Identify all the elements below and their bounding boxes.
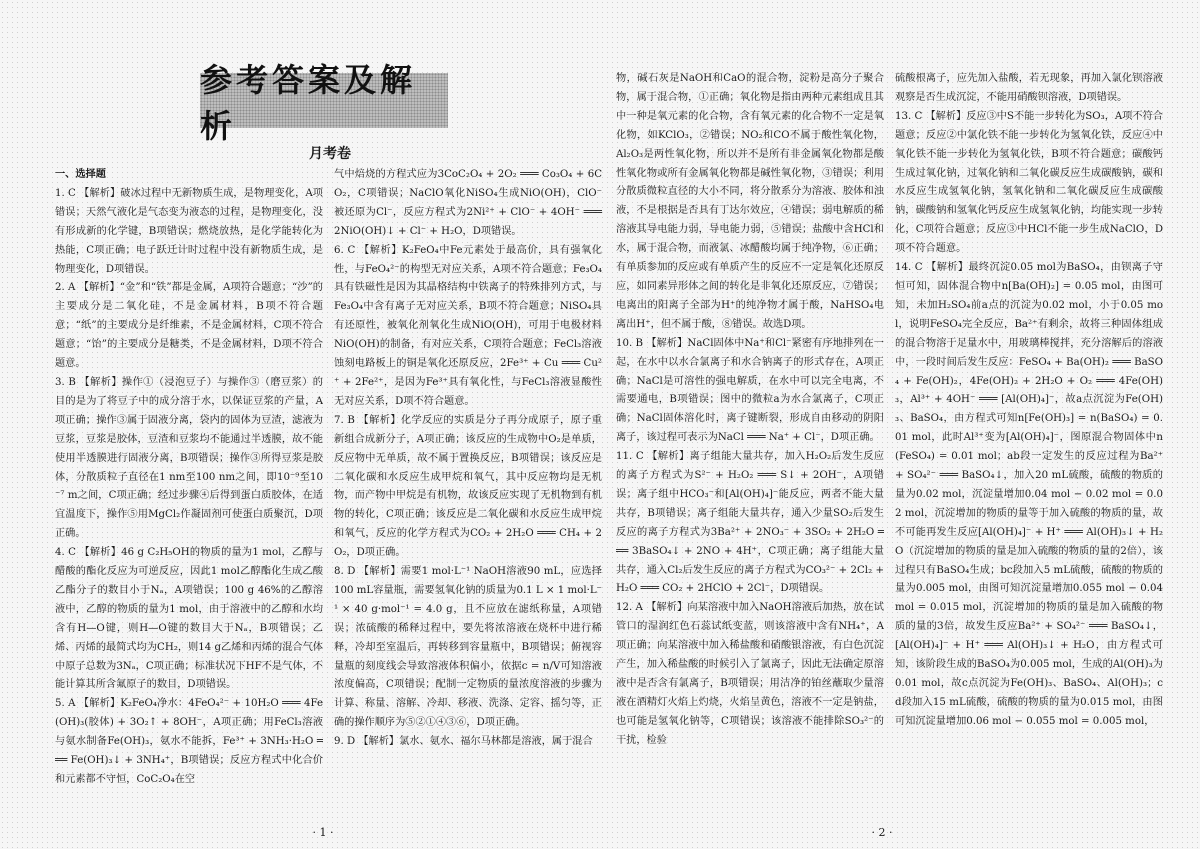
section-heading: 一、选择题 [55, 169, 106, 180]
answer-paragraph: 10. B 【解析】NaCl固体中Na⁺和Cl⁻紧密有序地排列在一起，在水中以水合氯离子和水合钠离子的形式存在，A项正确；NaCl是可溶性的强电解质，在水中可以完全电离，不需要通电，B项错误；图中的微粒a为水合氯离子，C项正确；NaCl固体溶化时，离子键断裂，形成自由移动的阴阳离子，该过程可表示为NaCl ═══ Na⁺ + Cl⁻，D项正确。 [616, 337, 884, 444]
answer-paragraph: 11. C 【解析】离子组能大量共存，加入H₂O₂后发生反应的离子方程式为S²⁻ + H₂O₂ ═══ S↓ + 2OH⁻，A项错误；离子组中HCO₃⁻和[Al(OH)₄]⁻能反应，两者不能大量共存，B项错误；离子组能大量共存，通入少量SO₂后发生反应的离子方程式为3Ba²⁺ + 2NO₃⁻ + 3SO₂ + 2H₂O ═══ 3BaSO₄↓ + 2NO + 4H⁺，C项正确；离子组能大量共存，通入Cl₂后发生反应的离子方程式为CO₃²⁻ + 2Cl₂ + H₂O ═══ CO₂ + 2HClO + 2Cl⁻，D项错误。 [616, 451, 884, 595]
text-column-1 [55, 166, 323, 821]
answer-paragraph: 13. C 【解析】反应③中S不能一步转化为SO₃，A项不符合题意；反应②中氯化铁不能一步转化为氢氧化铁，反应④中氧化铁不能一步转化为氢氧化铁，B项不符合题意；碳酸钙生成过氧化钠，过氧化钠和二氧化碳反应生成碳酸钠，碳和水反应生成氢氧化钠，氢氧化钠和二氧化碳反应生成碳酸钠，碳酸钠和氢氧化钙反应生成氢氧化钠，均能实现一步转化，C项符合题意；反应③中HCl不能一步生成NaClO，D项不符合题意。 [895, 110, 1163, 255]
text-column-2 [334, 166, 602, 821]
answer-paragraph: 硫酸根离子，应先加入盐酸，若无现象，再加入氯化钡溶液观察是否生成沉淀，不能用硝酸钡溶液，D项错误。 [895, 73, 1163, 103]
answer-paragraph: 气中焙烧的方程式应为3CoC₂O₄ + 2O₂ ═══ Co₃O₄ + 6CO₂，C项错误；NaClO氧化NiSO₄生成NiO(OH)，ClO⁻被还原为Cl⁻，反应方程式为2Ni²⁺ + ClO⁻ + 4OH⁻ ═══ 2NiO(OH)↓ + Cl⁻ + H₂O，D项错误。 [334, 169, 602, 237]
answer-paragraph: 6. C 【解析】K₂FeO₄中Fe元素处于最高价，具有强氧化性，与FeO₄²⁻的构型无对应关系，A项不符合题意；Fe₃O₄具有铁磁性是因为其晶格结构中铁离子的特殊排列方式，与Fe₃O₄中含有离子无对应关系，B项不符合题意；NiSO₄具有还原性，被氧化剂氧化生成NiO(OH)，可用于电极材料NiO(OH)的制备，有对应关系，C项符合题意；FeCl₃溶液蚀刻电路板上的铜是氧化还原反应，2Fe³⁺ + Cu ═══ Cu²⁺ + 2Fe²⁺，是因为Fe³⁺具有氧化性，与FeCl₃溶液显酸性无对应关系，D项不符合题意。 [334, 244, 602, 407]
title-banner [200, 60, 448, 145]
answer-paragraph: 9. D 【解析】氯水、氨水、福尔马林都是溶液，属于混合 [334, 736, 593, 748]
page-subtitle: 月考卷 [309, 146, 351, 162]
page-number-1: · 1 · [312, 826, 334, 839]
answer-paragraph: 8. D 【解析】需要1 mol·L⁻¹ NaOH溶液90 mL，应选择100 mL容量瓶，需要氢氧化钠的质量为0.1 L × 1 mol·L⁻¹ × 40 g·mol⁻¹ = 4.0 g，且不应放在滤纸称量，A项错误；浓硫酸的稀释过程中，要先将浓溶液在烧杯中进行稀释，冷却至室温后，再转移到容量瓶中，B项错误；俯视容量瓶的刻度线会导致溶液体积偏小，依据c = n/V可知溶液浓度偏高，C项错误；配制一定物质的量浓度溶液的步骤为计算、称量、溶解、冷却、移液、洗涤、定容、摇匀等，正确的操作顺序为⑤②①④③⑥，D项正确。 [334, 566, 602, 729]
answer-paragraph: 2. A 【解析】“金”和“铁”都是金属，A项符合题意；“沙”的主要成分是二氧化硅，不是金属材料，B项不符合题意；“纸”的主要成分是纤维素，不是金属材料，C项不符合题意；“饴”的主要成分是糖类，不是金属材料，D项不符合题意。 [55, 282, 323, 370]
answer-paragraph: 3. B 【解析】操作①（浸泡豆子）与操作③（磨豆浆）的目的是为了将豆子中的成分溶于水，以保证豆浆的产量，A项正确；操作③属于固液分离，袋内的固体为豆渣，滤液为豆浆，豆浆是胶体，豆渣和豆浆均不能通过半透膜，故不能使用半透膜进行固液分离，B项错误；操作③所得豆浆是胶体，分散质粒子直径在1 nm至100 nm之间，即10⁻⁹至10⁻⁷ m之间，C项正确；经过步骤④后得到蛋白质胶体，在适宜温度下，操作⑤用MgCl₂作凝固剂可使蛋白质聚沉，D项正确。 [55, 376, 323, 540]
page-title: 参考答案及解析 [200, 60, 417, 145]
text-column-4 [895, 70, 1163, 825]
text-column-3 [616, 70, 884, 825]
answer-paragraph: 4. C 【解析】46 g C₂H₅OH的物质的量为1 mol，乙醇与醋酸的酯化反应为可逆反应，因此1 mol乙醇酯化生成乙酸乙酯分子的数目小于Nₐ，A项错误；100 g 46%的乙醇溶液中，乙醇的物质的量为1 mol，由于溶液中的乙醇和水均含有H—O键，则H—O键的数目大于Nₐ，B项错误；乙烯、丙烯的最简式均为CH₂，则14 g乙烯和丙烯的混合气体中原子总数为3Nₐ，C项正确；标准状况下HF不是气体，不能计算其所含氟原子的数目，D项错误。 [55, 547, 323, 691]
answer-paragraph: 12. A 【解析】向某溶液中加入NaOH溶液后加热，放在试管口的湿润红色石蕊试纸变蓝，则该溶液中含有NH₄⁺，A项正确；向某溶液中加入稀盐酸和硝酸银溶液，有白色沉淀产生，加入稀盐酸的时候引入了氯离子，因此无法确定原溶液中是否含有氯离子，B项错误；用洁净的铂丝蘸取少量溶液在酒精灯火焰上灼烧，火焰呈黄色，溶液不一定是钠盐，也可能是氢氧化钠等，C项错误；该溶液不能排除SO₃²⁻的干扰，检验 [616, 602, 884, 746]
answer-paragraph: 1. C 【解析】破冰过程中无新物质生成，是物理变化，A项错误；天然气液化是气态变为液态的过程，是物理变化，没有形成新的化学键，B项错误；燃烧放热，是化学能转化为热能，C项正确；电子跃迁计时过程中没有新物质生成，是物理变化，D项错误。 [55, 187, 323, 275]
answer-paragraph: 14. C 【解析】最终沉淀0.05 mol为BaSO₄，由钡离子守恒可知，固体混合物中n[Ba(OH)₂] = 0.05 mol，由图可知，未加H₂SO₄前a点的沉淀为0.02 mol，小于0.05 mol，说明FeSO₄完全反应，Ba²⁺有剩余，故将三种固体组成的混合物溶于足量水中，用玻璃棒搅拌，充分溶解后的溶液中，一段时间后发生反应：FeSO₄ + Ba(OH)₂ ═══ BaSO₄ + Fe(OH)₂，4Fe(OH)₂ + 2H₂O + O₂ ═══ 4Fe(OH)₃，Al³⁺ + 4OH⁻ ═══ [Al(OH)₄]⁻，故a点沉淀为Fe(OH)₃、BaSO₄，由方程式可知n[Fe(OH)₃] = n(BaSO₄) = 0.01 mol，此时Al³⁺变为[Al(OH)₄]⁻，图原混合物固体中n(FeSO₄) = 0.01 mol；ab段一定发生的反应过程为Ba²⁺ + SO₄²⁻ ═══ BaSO₄↓，加入20 mL硫酸，硫酸的物质的量为0.02 mol，沉淀量增加0.04 mol − 0.02 mol = 0.02 mol，沉淀增加的物质的量等于加入硫酸的物质的量，故不可能再发生反应[Al(OH)₄]⁻ + H⁺ ═══ Al(OH)₃↓ + H₂O（沉淀增加的物质的量是加入硫酸的物质的量的2倍），该过程只有BaSO₄生成；bc段加入5 mL硫酸，硫酸的物质的量为0.005 mol，由图可知沉淀量增加0.055 mol − 0.04 mol = 0.015 mol，沉淀增加的物质的量是加入硫酸的物质的量的3倍，故发生反应Ba²⁺ + SO₄²⁻ ═══ BaSO₄↓，[Al(OH)₄]⁻ + H⁺ ═══ Al(OH)₃↓ + H₂O，由方程式可知，该阶段生成的BaSO₄为0.005 mol，生成的Al(OH)₃为0.01 mol，故c点沉淀为Fe(OH)₃、BaSO₄、Al(OH)₃；cd段加入15 mL硫酸，硫酸的物质的量为0.015 mol，由图可知沉淀量增加0.06 mol − 0.055 mol = 0.005 mol， [895, 262, 1163, 727]
answer-paragraph: 5. A 【解析】K₂FeO₄净水：4FeO₄²⁻ + 10H₂O ═══ 4Fe(OH)₃(胶体) + 3O₂↑ + 8OH⁻，A项正确；用FeCl₃溶液与氨水制备Fe(OH)₃，氨水不能拆，Fe³⁺ + 3NH₃·H₂O ═══ Fe(OH)₃↓ + 3NH₄⁺，B项错误；反应方程式中化合价和元素都不守恒，CoC₂O₄在空 [55, 698, 323, 785]
answer-paragraph: 物，碱石灰是NaOH和CaO的混合物，淀粉是高分子聚合物，属于混合物，①正确；氧化物是指由两种元素组成且其中一种是氧元素的化合物，含有氧元素的化合物不一定是氧化物，如KClO₃，②错误；NO₂和CO不属于酸性氧化物，Al₂O₃是两性氧化物，所以并不是所有非金属氧化物都是酸性氧化物或所有金属氧化物都是碱性氧化物，③错误；利用分散质微粒直径的大小不同，将分散系分为溶液、胶体和浊液，不是根据是否具有丁达尔效应，④错误；弱电解质的稀溶液其导电能力弱，导电能力弱，⑤错误；盐酸中含HCl和水，属于混合物，而液氯、冰醋酸均属于纯净物，⑥正确；有单质参加的反应或有单质产生的反应不一定是氧化还原反应，如同素异形体之间的转化是非氧化还原反应，⑦错误；电离出的阳离子全部为H⁺的纯净物才属于酸，NaHSO₄电离出H⁺，但不属于酸，⑧错误。故选D项。 [616, 73, 884, 330]
page-number-2: · 2 · [871, 826, 893, 839]
answer-paragraph: 7. B 【解析】化学反应的实质是分子再分成原子，原子重新组合成新分子，A项正确；该反应的生成物中O₂是单质，反应物中无单质，故不属于置换反应，B项错误；该反应是二氧化碳和水反应生成甲烷和氧气，其中反应物均是无机物，而产物中甲烷是有机物，故该反应实现了无机物到有机物的转化，C项正确；该反应是二氧化碳和水反应生成甲烷和氧气，反应的化学方程式为CO₂ + 2H₂O ═══ CH₄ + 2O₂，D项正确。 [334, 414, 602, 559]
